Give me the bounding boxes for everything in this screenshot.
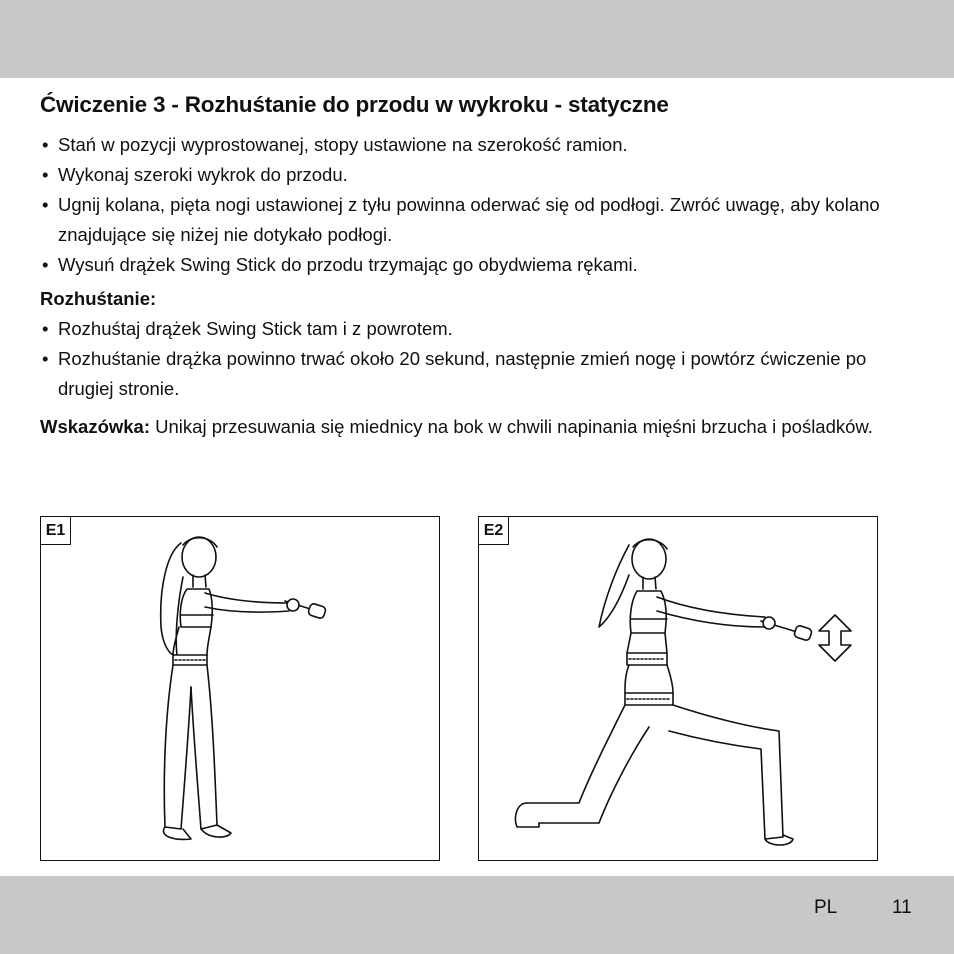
tip-paragraph xyxy=(40,412,910,442)
lunge-figure-illustration xyxy=(479,517,879,862)
list-item: • Stań w pozycji wyprostowanej, stopy ustawione na szerokość ramion. xyxy=(42,134,628,155)
page-number: 11 xyxy=(892,897,912,918)
top-band xyxy=(0,0,954,78)
standing-figure-illustration xyxy=(41,517,441,862)
step-text: Rozhuśtaj drążek Swing Stick tam i z powrotem. xyxy=(58,318,453,339)
list-item: • Wysuń drążek Swing Stick do przodu trzymając go obydwiema rękami. xyxy=(42,254,638,275)
list-item: • Ugnij kolana, pięta nogi ustawionej z tyłu powinna oderwać się od podłogi. Zwróć uwagę, aby kolano znajdujące się niżej nie dotykało podłogi. xyxy=(42,194,880,245)
list-item: • Wykonaj szeroki wykrok do przodu. xyxy=(42,164,348,185)
swing-step-list xyxy=(40,314,910,404)
step-text: Wysuń drążek Swing Stick do przodu trzymając go obydwiema rękami. xyxy=(58,254,638,275)
up-down-arrow-icon xyxy=(817,613,853,663)
step-list xyxy=(40,130,910,280)
step-text: Rozhuśtanie drążka powinno trwać około 20 sekund, następnie zmień nogę i powtórz ćwiczenie po drugiej stronie. xyxy=(58,348,867,399)
list-item: • Rozhuśtaj drążek Swing Stick tam i z powrotem. xyxy=(42,318,453,339)
step-text: Stań w pozycji wyprostowanej, stopy ustawione na szerokość ramion. xyxy=(58,134,628,155)
tip-label: Wskazówka: xyxy=(40,416,151,437)
footer-language: PL xyxy=(814,897,838,918)
step-text: Wykonaj szeroki wykrok do przodu. xyxy=(58,164,348,185)
figure-e2 xyxy=(478,516,878,861)
step-text: Ugnij kolana, pięta nogi ustawionej z tyłu powinna oderwać się od podłogi. Zwróć uwagę, aby kolano znajdujące się niżej nie dotykało podłogi. xyxy=(58,194,880,245)
figure-label-e1: E1 xyxy=(41,517,71,545)
tip-text: Unikaj przesuwania się miednicy na bok w chwili napinania mięśni brzucha i pośladków. xyxy=(150,416,873,437)
exercise-heading: Ćwiczenie 3 - Rozhuśtanie do przodu w wykroku - statyczne xyxy=(40,92,669,117)
figure-e1 xyxy=(40,516,440,861)
list-item: • Rozhuśtanie drążka powinno trwać około 20 sekund, następnie zmień nogę i powtórz ćwiczenie po drugiej stronie. xyxy=(42,348,867,399)
figure-label-e2: E2 xyxy=(479,517,509,545)
bottom-band xyxy=(0,876,954,954)
swing-heading: Rozhuśtanie: xyxy=(40,288,157,309)
instructions xyxy=(40,90,910,442)
